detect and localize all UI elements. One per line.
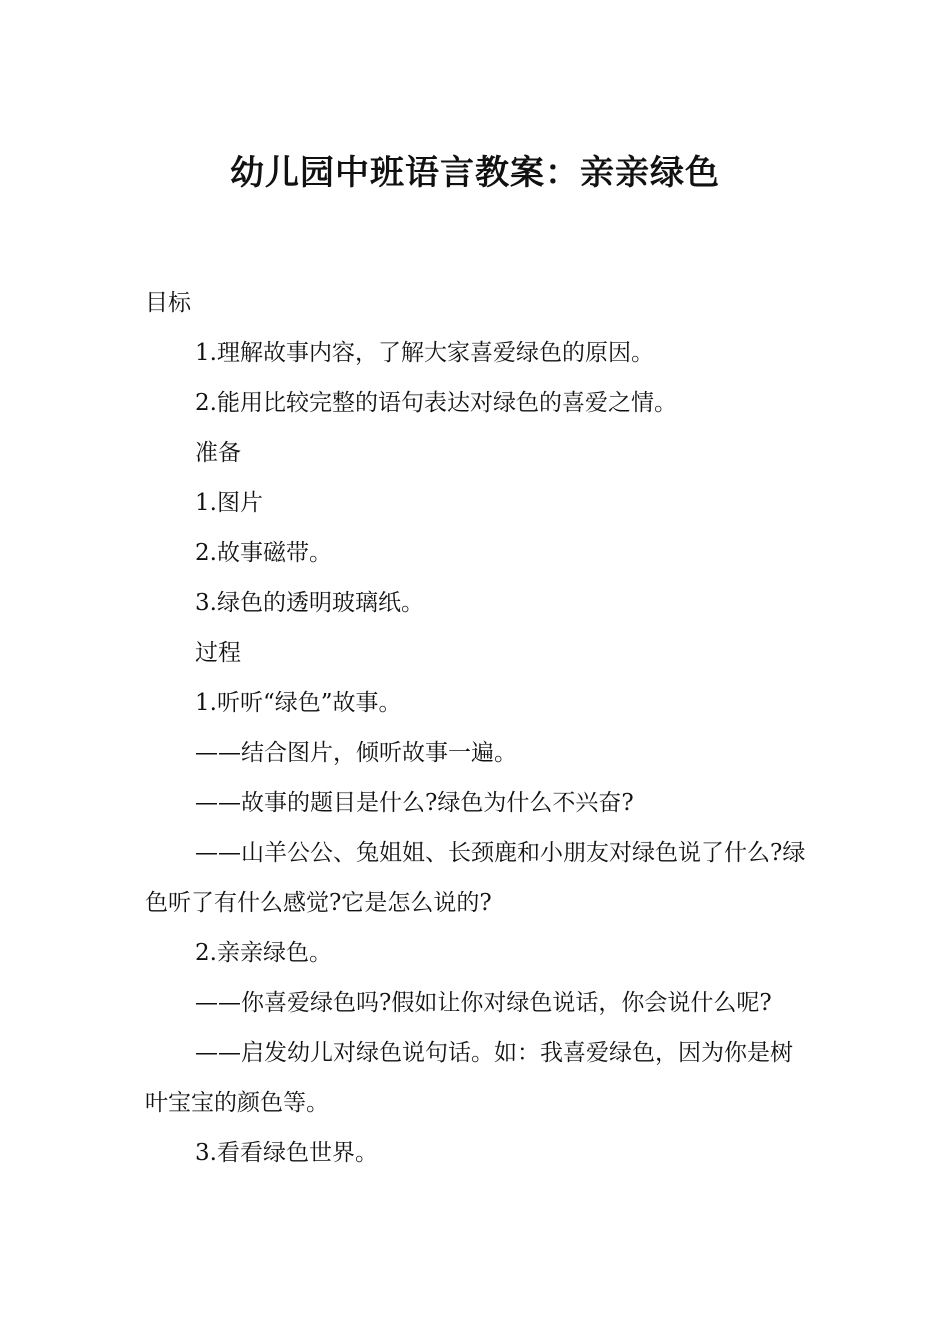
process-detail: ——启发幼儿对绿色说句话。如：我喜爱绿色，因为你是树叶宝宝的颜色等。	[145, 1040, 793, 1116]
section-heading-preparation: 准备	[195, 440, 241, 466]
goal-item-1: 1.理解故事内容，了解大家喜爱绿色的原因。	[195, 340, 654, 366]
process-detail: ——故事的题目是什么?绿色为什么不兴奋?	[195, 790, 634, 816]
section-heading-goals: 目标	[145, 290, 191, 316]
process-step-2: 2.亲亲绿色。	[195, 940, 332, 966]
goal-item-2: 2.能用比较完整的语句表达对绿色的喜爱之情。	[195, 390, 677, 416]
document-body	[145, 278, 810, 1178]
preparation-item-3: 3.绿色的透明玻璃纸。	[195, 590, 424, 616]
preparation-item-1: 1.图片	[195, 490, 263, 516]
process-detail: ——山羊公公、兔姐姐、长颈鹿和小朋友对绿色说了什么?绿色听了有什么感觉?它是怎么说的?	[145, 840, 806, 916]
process-step-1: 1.听听“绿色”故事。	[195, 690, 402, 716]
document-title: 幼儿园中班语言教案：亲亲绿色	[230, 152, 720, 193]
section-heading-process: 过程	[195, 640, 241, 666]
process-detail: ——你喜爱绿色吗?假如让你对绿色说话，你会说什么呢?	[195, 990, 772, 1016]
preparation-item-2: 2.故事磁带。	[195, 540, 332, 566]
process-detail: ——结合图片，倾听故事一遍。	[195, 740, 517, 766]
process-step-3: 3.看看绿色世界。	[195, 1140, 378, 1166]
